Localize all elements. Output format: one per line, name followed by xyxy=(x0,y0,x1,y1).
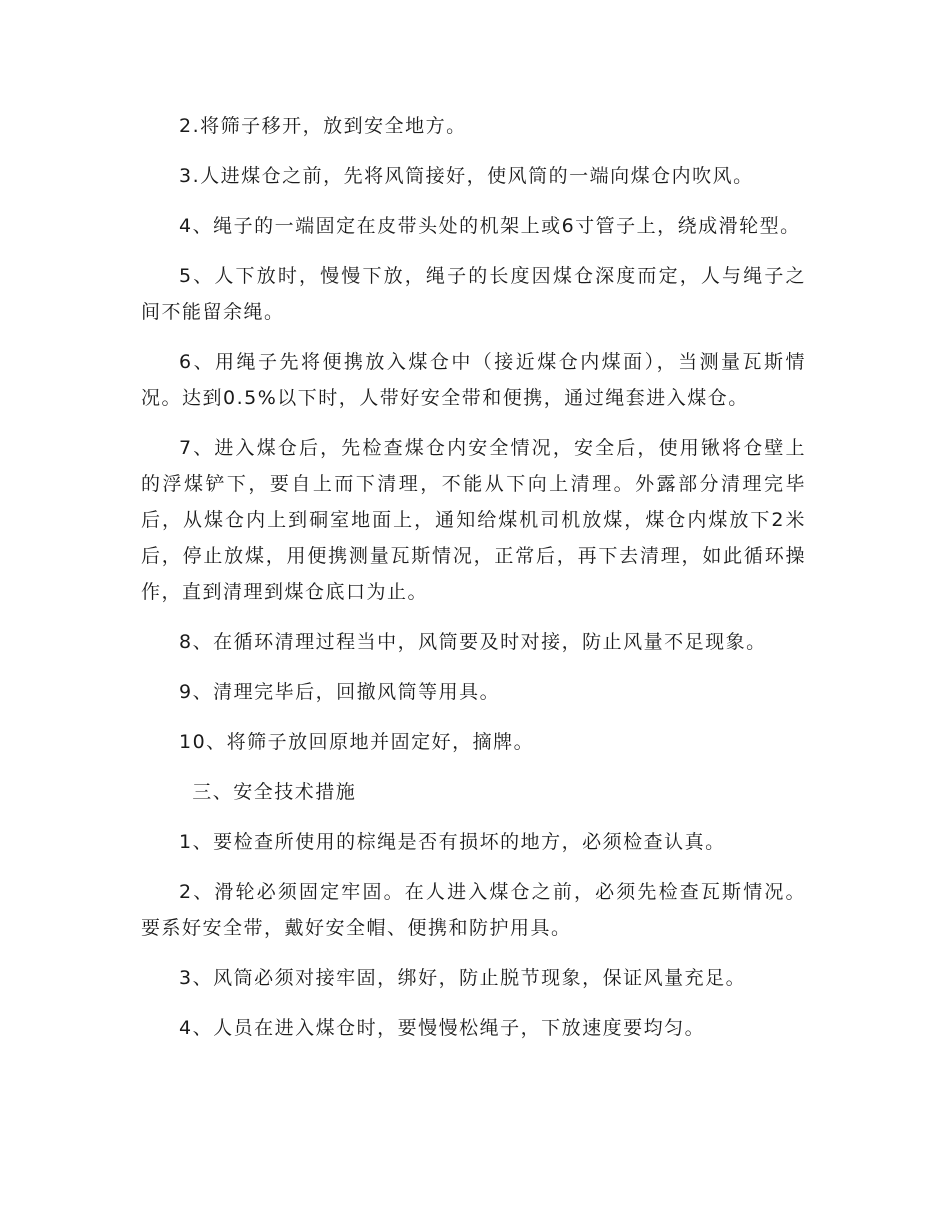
step-9-paragraph: 9、清理完毕后，回撤风筒等用具。 xyxy=(179,681,501,703)
safety-item-1: 1、要检查所使用的棕绳是否有损坏的地方，必须检查认真。 xyxy=(179,831,726,853)
section-heading: 三、安全技术措施 xyxy=(192,781,357,803)
step-10-paragraph: 10、将筛子放回原地并固定好，摘牌。 xyxy=(179,731,535,753)
safety-item-3: 3、风筒必须对接牢固，绑好，防止脱节现象，保证风量充足。 xyxy=(179,967,747,989)
safety-item-2: 2、滑轮必须固定牢固。在人进入煤仓之前，必须先检查瓦斯情况。要系好安全带，戴好安全帽、便携和防护用具。 xyxy=(141,881,806,939)
step-4-paragraph: 4、绳子的一端固定在皮带头处的机架上或6寸管子上，绕成滑轮型。 xyxy=(179,215,801,237)
safety-item-4: 4、人员在进入煤仓时，要慢慢松绳子，下放速度要均匀。 xyxy=(179,1017,706,1039)
step-2-paragraph: 2.将筛子移开，放到安全地方。 xyxy=(179,115,467,137)
step-3-paragraph: 3.人进煤仓之前，先将风筒接好，使风筒的一端向煤仓内吹风。 xyxy=(179,165,754,187)
step-6-paragraph: 6、用绳子先将便携放入煤仓中（接近煤仓内煤面），当测量瓦斯情况。达到0.5%以下时，人带好安全带和便携，通过绳套进入煤仓。 xyxy=(141,351,806,409)
step-7-paragraph: 7、进入煤仓后，先检查煤仓内安全情况，安全后，使用锹将仓壁上的浮煤铲下，要自上而下清理，不能从下向上清理。外露部分清理完毕后，从煤仓内上到硐室地面上，通知给煤机司机放煤，煤仓内煤放下2米后，停止放煤，用便携测量瓦斯情况，正常后，再下去清理，如此循环操作，直到清理到煤仓底口为止。 xyxy=(141,437,806,603)
step-5-paragraph: 5、人下放时，慢慢下放，绳子的长度因煤仓深度而定，人与绳子之间不能留余绳。 xyxy=(141,265,806,323)
document-body xyxy=(141,108,806,1060)
step-8-paragraph: 8、在循环清理过程当中，风筒要及时对接，防止风量不足现象。 xyxy=(179,631,767,653)
